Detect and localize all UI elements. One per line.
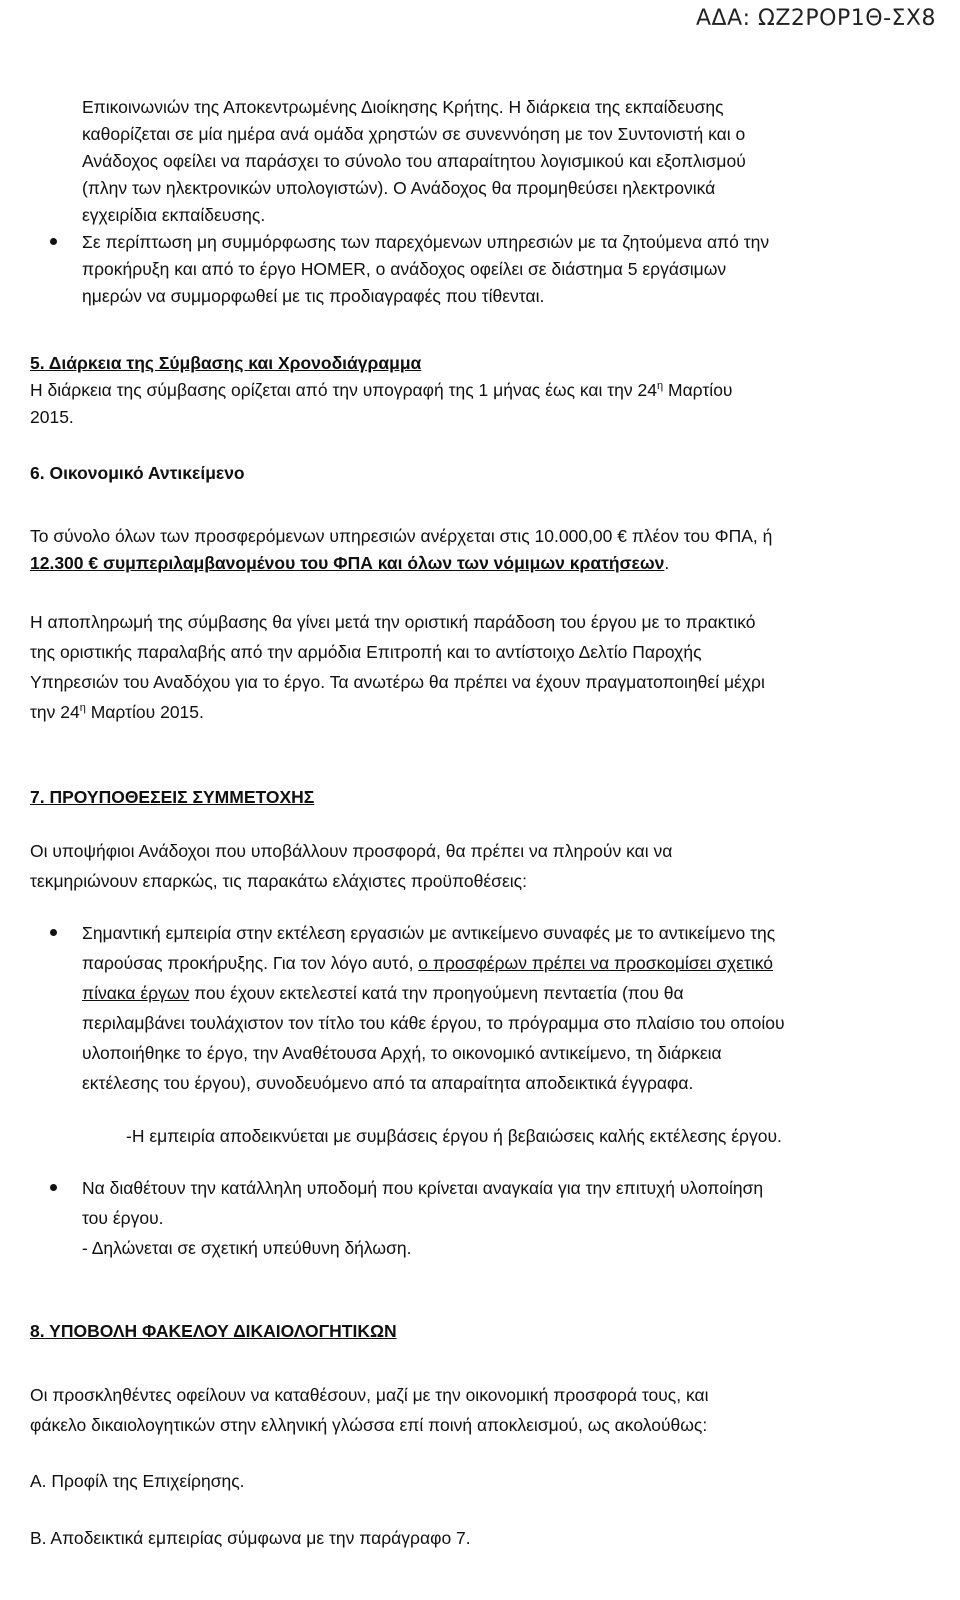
experience-line-2: παρούσας προκήρυξης. Για τον λόγο αυτό, ο προσφέρων πρέπει να προσκομίσει σχετικό	[82, 953, 774, 973]
section-8-title: 8. ΥΠΟΒΟΛΗ ΦΑΚΕΛΟΥ ΔΙΚΑΙΟΛΟΓΗΤΙΚΩΝ	[30, 1321, 397, 1341]
payment-line-1: Η αποπληρωμή της σύμβασης θα γίνει μετά την οριστική παράδοση του έργου με το πρακτικό	[30, 612, 756, 632]
infrastructure-line-1: Να διαθέτουν την κατάλληλη υποδομή που κρίνεται αναγκαία για την επιτυχή υλοποίηση	[82, 1178, 764, 1198]
intro-line-3: Ανάδοχος οφείλει να παράσχει το σύνολο του απαραίτητου λογισμικού και εξοπλισμού	[82, 151, 746, 171]
infrastructure-note: - Δηλώνεται σε σχετική υπεύθυνη δήλωση.	[82, 1238, 412, 1258]
infrastructure-line-2: του έργου.	[82, 1208, 164, 1228]
experience-note: -Η εμπειρία αποδεικνύεται με συμβάσεις έργου ή βεβαιώσεις καλής εκτέλεσης έργου.	[126, 1126, 782, 1146]
payment-line-3: Υπηρεσιών του Αναδόχου για το έργο. Τα ανωτέρω θα πρέπει να έχουν πραγματοποιηθεί μέχρι	[30, 672, 765, 692]
section-7-title: 7. ΠΡΟΥΠΟΘΕΣΕΙΣ ΣΥΜΜΕΤΟΧΗΣ	[30, 787, 315, 807]
section-8-line-1: Οι προσκληθέντες οφείλουν να καταθέσουν, μαζί με την οικονομική προσφορά τους, και	[30, 1385, 709, 1405]
section-8-item-a: Α. Προφίλ της Επιχείρησης.	[30, 1471, 245, 1491]
compliance-line-3: ημερών να συμμορφωθεί με τις προδιαγραφές που τίθενται.	[82, 286, 545, 306]
intro-line-2: καθορίζεται σε μία ημέρα ανά ομάδα χρηστών σε συνεννόηση με τον Συντονιστή και ο	[82, 124, 746, 144]
experience-line-4: περιλαμβάνει τουλάχιστον τον τίτλο του κάθε έργου, το πρόγραμμα στο πλαίσιο του οποίου	[82, 1013, 785, 1033]
ada-code: ΑΔΑ: ΩΖ2ΡΟΡ1Θ-ΣΧ8	[695, 6, 936, 31]
intro-line-4: (πλην των ηλεκτρονικών υπολογιστών). Ο Ανάδοχος θα προμηθεύσει ηλεκτρονικά	[82, 178, 716, 198]
section-7-intro-line-1: Οι υποψήφιοι Ανάδοχοι που υποβάλλουν προσφορά, θα πρέπει να πληρούν και να	[30, 841, 673, 861]
section-5-line-2: 2015.	[30, 407, 74, 427]
section-7-intro-line-2: τεκμηριώνουν επαρκώς, τις παρακάτω ελάχιστες προϋποθέσεις:	[30, 871, 527, 891]
payment-line-2: της οριστικής παραλαβής από την αρμόδια Επιτροπή και το αντίστοιχο Δελτίο Παροχής	[30, 642, 702, 662]
section-6-line-2: 12.300 € συμπεριλαμβανομένου του ΦΠΑ και όλων των νόμιμων κρατήσεων.	[30, 553, 670, 573]
intro-line-5: εγχειρίδια εκπαίδευσης.	[82, 205, 266, 225]
experience-line-1: Σημαντική εμπειρία στην εκτέλεση εργασιών με αντικείμενο συναφές με το αντικείμενο της	[82, 923, 776, 943]
bullet-icon	[50, 1184, 57, 1191]
section-8-line-2: φάκελο δικαιολογητικών στην ελληνική γλώσσα επί ποινή αποκλεισμού, ως ακολούθως:	[30, 1415, 708, 1435]
intro-line-1: Επικοινωνιών της Αποκεντρωμένης Διοίκησης Κρήτης. Η διάρκεια της εκπαίδευσης	[82, 97, 724, 117]
payment-line-4: την $24^\eta$ Μαρτίου 2015.	[30, 702, 204, 722]
compliance-line-1: Σε περίπτωση μη συμμόρφωσης των παρεχόμενων υπηρεσιών με τα ζητούμενα από την	[82, 232, 770, 252]
section-5-title: 5. Διάρκεια της Σύμβασης και Χρονοδιάγραμμα	[30, 353, 422, 373]
experience-line-6: εκτέλεσης του έργου), συνοδευόμενο από τα απαραίτητα αποδεικτικά έγγραφα.	[82, 1073, 694, 1093]
experience-line-5: υλοποιήθηκε το έργο, την Αναθέτουσα Αρχή, το οικονομικό αντικείμενο, τη διάρκεια	[82, 1043, 722, 1063]
bullet-icon	[50, 929, 57, 936]
section-6-line-1: Το σύνολο όλων των προσφερόμενων υπηρεσιών ανέρχεται στις 10.000,00 € πλέον του ΦΠΑ, ή	[30, 526, 773, 546]
section-6-title: 6. Οικονομικό Αντικείμενο	[30, 463, 245, 483]
section-8-item-b: Β. Αποδεικτικά εμπειρίας σύμφωνα με την παράγραφο 7.	[30, 1528, 471, 1548]
bullet-icon	[50, 238, 57, 245]
compliance-line-2: προκήρυξη και από το έργο HOMER, ο ανάδοχος οφείλει σε διάστημα 5 εργάσιμων	[82, 259, 727, 279]
experience-line-3: πίνακα έργων που έχουν εκτελεστεί κατά την προηγούμενη πενταετία (που θα	[82, 983, 684, 1003]
section-5-line-1: Η διάρκεια της σύμβασης ορίζεται από την υπογραφή της 1 μήνας έως και την $24^\eta$ Μαρτίου	[30, 380, 733, 400]
